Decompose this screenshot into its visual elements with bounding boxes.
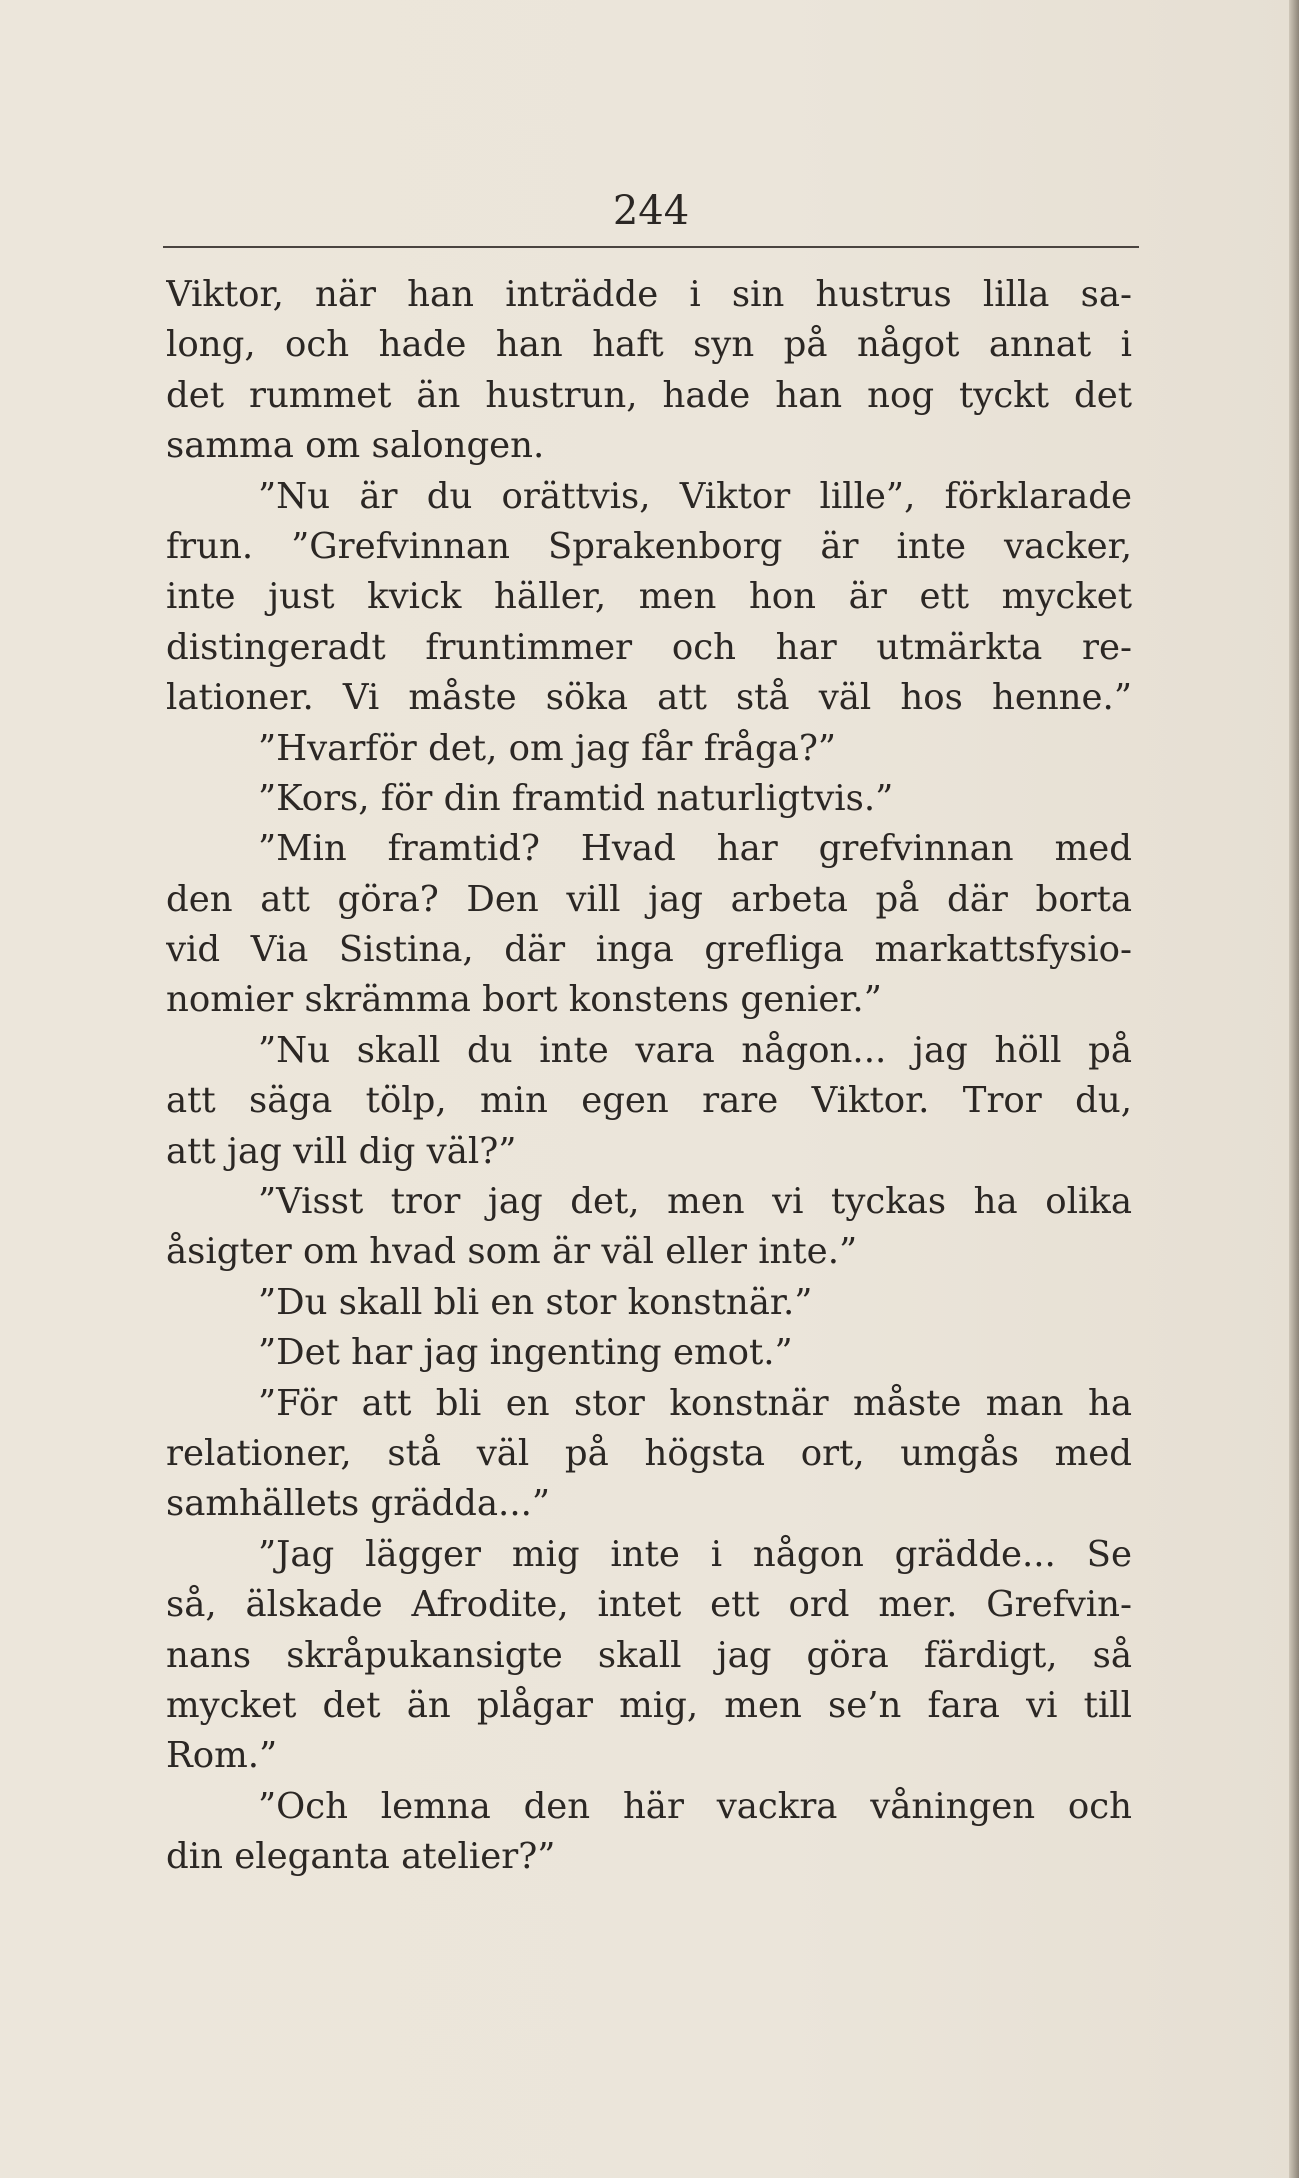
text-line: ”För att bli en stor konstnär måste man ha — [258, 1382, 1132, 1424]
text-line: distingeradt fruntimmer och har utmärkta re- — [166, 626, 1132, 668]
text-line: det rummet än hustrun, hade han nog tyckt det — [166, 374, 1132, 416]
text-line: inte just kvick häller, men hon är ett mycket — [166, 576, 1132, 618]
text-line: ”Hvarför det, om jag får fråga?” — [258, 727, 837, 769]
text-line: long, och hade han haft syn på något annat i — [166, 324, 1132, 366]
text-line: ”Du skall bli en stor konstnär.” — [258, 1281, 813, 1323]
text-line: ”Det har jag ingenting emot.” — [258, 1332, 793, 1374]
text-line: Viktor, när han inträdde i sin hustrus lilla sa- — [166, 274, 1132, 315]
page-edge — [1289, 0, 1299, 2178]
text-line: samma om salongen. — [166, 425, 545, 467]
text-line: ”Min framtid? Hvad har grefvinnan med — [258, 828, 1132, 870]
text-line: ”Och lemna den här vackra våningen och — [258, 1785, 1132, 1827]
text-line: Rom.” — [166, 1735, 278, 1777]
text-line: vid Via Sistina, där inga grefliga markattsfysio- — [166, 929, 1132, 971]
text-line: ”Nu skall du inte vara någon... jag höll på — [258, 1029, 1132, 1071]
header-rule — [163, 246, 1139, 248]
text-line: samhällets grädda...” — [166, 1483, 551, 1525]
text-line: att jag vill dig väl?” — [166, 1130, 517, 1172]
text-line: att säga tölp, min egen rare Viktor. Tror du, — [166, 1080, 1132, 1122]
text-line: mycket det än plågar mig, men se’n fara vi till — [166, 1684, 1132, 1726]
text-line: ”Nu är du orättvis, Viktor lille”, förklarade — [258, 475, 1132, 517]
body-text — [166, 270, 1132, 1883]
text-line: lationer. Vi måste söka att stå väl hos henne.” — [166, 677, 1132, 719]
text-line: åsigter om hvad som är väl eller inte.” — [166, 1231, 858, 1273]
text-line: den att göra? Den vill jag arbeta på där borta — [166, 878, 1132, 920]
page-number: 244 — [612, 188, 690, 234]
page-header — [163, 186, 1139, 256]
text-line: ”Kors, för din framtid naturligtvis.” — [258, 777, 894, 819]
text-line: nans skråpukansigte skall jag göra färdigt, så — [166, 1634, 1132, 1676]
text-line: ”Jag lägger mig inte i någon grädde... Se — [258, 1533, 1132, 1575]
text-line: nomier skrämma bort konstens genier.” — [166, 979, 882, 1021]
text-line: frun. ”Grefvinnan Sprakenborg är inte vacker, — [166, 525, 1132, 567]
text-line: så, älskade Afrodite, intet ett ord mer. Grefvin- — [166, 1584, 1132, 1626]
text-line: relationer, stå väl på högsta ort, umgås med — [166, 1432, 1132, 1474]
text-line: ”Visst tror jag det, men vi tyckas ha olika — [258, 1181, 1132, 1223]
text-line: din eleganta atelier?” — [166, 1836, 556, 1878]
